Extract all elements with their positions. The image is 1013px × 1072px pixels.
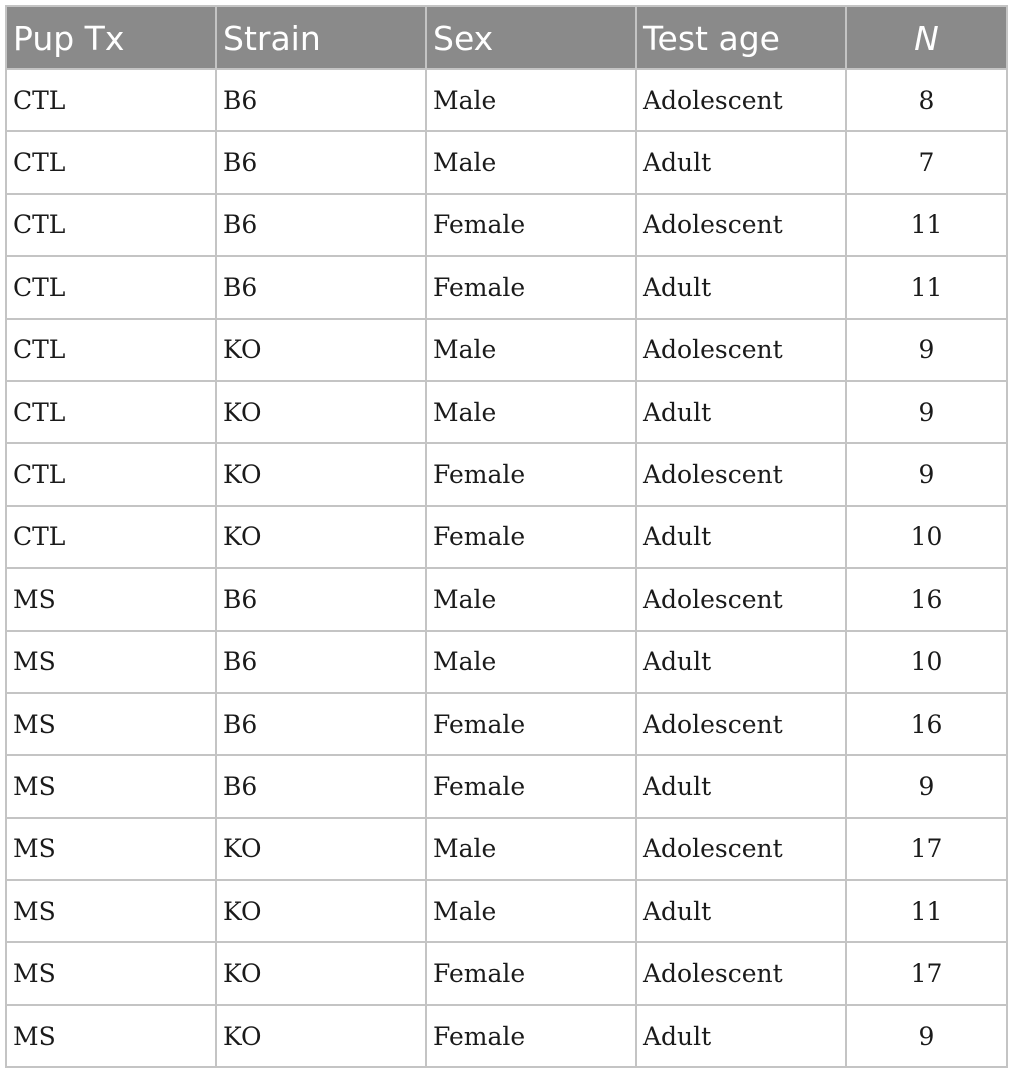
- cell-pup-tx: CTL: [6, 443, 216, 505]
- cell-sex: Male: [426, 818, 636, 880]
- table-row: [6, 568, 1007, 630]
- header-test-age: Test age: [636, 6, 846, 69]
- cell-pup-tx: CTL: [6, 319, 216, 381]
- cell-strain: KO: [216, 381, 426, 443]
- cell-test-age: Adult: [636, 506, 846, 568]
- cell-pup-tx: CTL: [6, 69, 216, 131]
- cell-test-age: Adolescent: [636, 693, 846, 755]
- table-row: [6, 1005, 1007, 1067]
- cell-pup-tx: CTL: [6, 194, 216, 256]
- header-n: N: [846, 6, 1007, 69]
- cell-sex: Female: [426, 256, 636, 318]
- cell-n: 9: [846, 755, 1007, 817]
- cell-test-age: Adolescent: [636, 69, 846, 131]
- header-row: [6, 6, 1007, 69]
- cell-sex: Female: [426, 693, 636, 755]
- cell-pup-tx: MS: [6, 942, 216, 1004]
- cell-pup-tx: MS: [6, 631, 216, 693]
- cell-pup-tx: MS: [6, 755, 216, 817]
- cell-n: 10: [846, 631, 1007, 693]
- cell-sex: Male: [426, 381, 636, 443]
- table-header: [6, 6, 1007, 69]
- cell-sex: Female: [426, 443, 636, 505]
- table-row: [6, 256, 1007, 318]
- cell-strain: KO: [216, 506, 426, 568]
- table-row: [6, 443, 1007, 505]
- cell-test-age: Adult: [636, 880, 846, 942]
- cell-n: 9: [846, 1005, 1007, 1067]
- cell-strain: KO: [216, 818, 426, 880]
- cell-strain: B6: [216, 256, 426, 318]
- cell-strain: B6: [216, 69, 426, 131]
- cell-test-age: Adult: [636, 256, 846, 318]
- header-sex: Sex: [426, 6, 636, 69]
- cell-strain: KO: [216, 880, 426, 942]
- cell-test-age: Adolescent: [636, 818, 846, 880]
- table-row: [6, 693, 1007, 755]
- cell-n: 10: [846, 506, 1007, 568]
- cell-pup-tx: MS: [6, 568, 216, 630]
- cell-sex: Male: [426, 880, 636, 942]
- table-row: [6, 319, 1007, 381]
- cell-test-age: Adolescent: [636, 319, 846, 381]
- cell-sex: Female: [426, 942, 636, 1004]
- cell-pup-tx: CTL: [6, 256, 216, 318]
- cell-strain: B6: [216, 568, 426, 630]
- cell-test-age: Adolescent: [636, 443, 846, 505]
- cell-pup-tx: MS: [6, 693, 216, 755]
- cell-n: 16: [846, 568, 1007, 630]
- table-row: [6, 755, 1007, 817]
- cell-test-age: Adult: [636, 631, 846, 693]
- cell-sex: Male: [426, 131, 636, 193]
- cell-test-age: Adolescent: [636, 942, 846, 1004]
- cell-n: 16: [846, 693, 1007, 755]
- cell-sex: Female: [426, 1005, 636, 1067]
- table-body: [6, 69, 1007, 1067]
- cell-n: 17: [846, 942, 1007, 1004]
- cell-n: 9: [846, 443, 1007, 505]
- cell-n: 11: [846, 194, 1007, 256]
- cell-sex: Male: [426, 69, 636, 131]
- table-row: [6, 194, 1007, 256]
- cell-n: 17: [846, 818, 1007, 880]
- cell-sex: Female: [426, 194, 636, 256]
- cell-pup-tx: CTL: [6, 381, 216, 443]
- cell-strain: KO: [216, 319, 426, 381]
- cell-pup-tx: CTL: [6, 131, 216, 193]
- cell-test-age: Adult: [636, 131, 846, 193]
- cell-strain: KO: [216, 1005, 426, 1067]
- data-table: [5, 5, 1008, 1068]
- cell-pup-tx: MS: [6, 1005, 216, 1067]
- cell-strain: KO: [216, 443, 426, 505]
- cell-test-age: Adult: [636, 1005, 846, 1067]
- cell-n: 9: [846, 381, 1007, 443]
- cell-test-age: Adolescent: [636, 568, 846, 630]
- cell-sex: Male: [426, 568, 636, 630]
- cell-n: 8: [846, 69, 1007, 131]
- table-row: [6, 381, 1007, 443]
- cell-strain: B6: [216, 755, 426, 817]
- cell-sex: Female: [426, 755, 636, 817]
- table-row: [6, 131, 1007, 193]
- header-pup-tx: Pup Tx: [6, 6, 216, 69]
- cell-n: 11: [846, 256, 1007, 318]
- table-row: [6, 631, 1007, 693]
- cell-test-age: Adult: [636, 755, 846, 817]
- table-row: [6, 880, 1007, 942]
- cell-n: 11: [846, 880, 1007, 942]
- header-strain: Strain: [216, 6, 426, 69]
- cell-sex: Female: [426, 506, 636, 568]
- table-row: [6, 942, 1007, 1004]
- table-row: [6, 506, 1007, 568]
- cell-n: 7: [846, 131, 1007, 193]
- cell-sex: Male: [426, 631, 636, 693]
- cell-test-age: Adult: [636, 381, 846, 443]
- cell-pup-tx: MS: [6, 818, 216, 880]
- cell-sex: Male: [426, 319, 636, 381]
- cell-pup-tx: MS: [6, 880, 216, 942]
- table-row: [6, 69, 1007, 131]
- table-row: [6, 818, 1007, 880]
- cell-n: 9: [846, 319, 1007, 381]
- cell-strain: B6: [216, 194, 426, 256]
- cell-strain: B6: [216, 631, 426, 693]
- cell-strain: B6: [216, 693, 426, 755]
- cell-test-age: Adolescent: [636, 194, 846, 256]
- cell-strain: KO: [216, 942, 426, 1004]
- cell-strain: B6: [216, 131, 426, 193]
- cell-pup-tx: CTL: [6, 506, 216, 568]
